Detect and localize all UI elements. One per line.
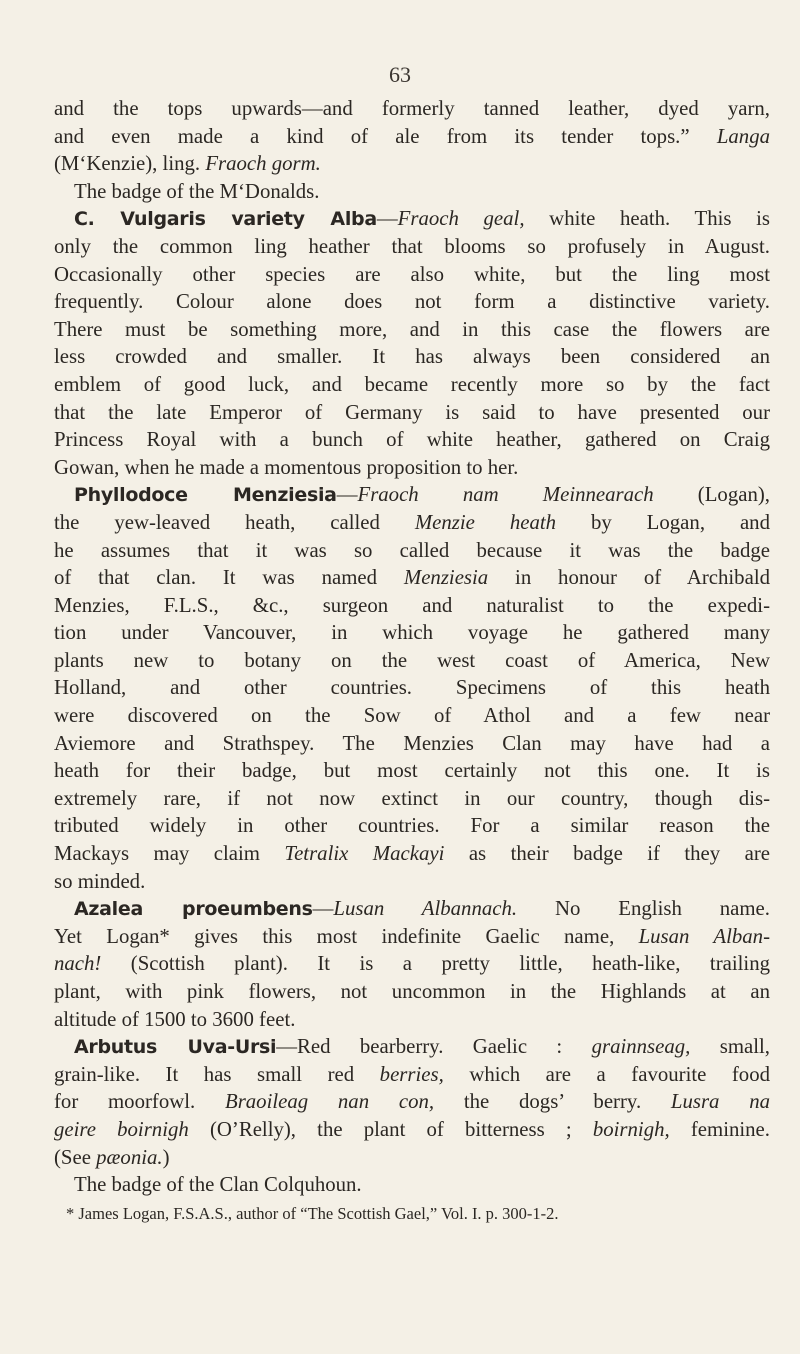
text-line	[54, 1033, 770, 1061]
text-segment: the yew-leaved heath, called	[54, 510, 415, 534]
text-segment: plants new to botany on the west coast of America, New	[54, 648, 770, 672]
text-segment: Holland, and other countries. Specimens of this heath	[54, 676, 770, 700]
text-segment: altitude of 1500 to 3600 feet.	[54, 1007, 296, 1031]
italic-text: berries,	[379, 1062, 444, 1086]
text-segment: Yet Logan* gives this most indefinite Gaelic name,	[54, 924, 639, 948]
text-line	[54, 564, 770, 592]
text-segment: heath for their badge, but most certainly not this one. It is	[54, 759, 770, 783]
text-segment: were discovered on the Sow of Athol and a few near	[54, 704, 770, 728]
text-line	[54, 840, 770, 868]
text-segment: There must be something more, and in this case the flowers are	[54, 317, 770, 341]
text-line	[54, 454, 770, 482]
italic-text: Lusra na	[670, 1090, 770, 1114]
text-segment: —	[336, 483, 358, 507]
text-segment: Gowan, when he made a momentous proposition to her.	[54, 455, 519, 479]
text-line	[54, 316, 770, 344]
text-segment: —Red bearberry. Gaelic :	[276, 1035, 592, 1059]
text-segment: frequently. Colour alone does not form a distinctive variety.	[54, 290, 770, 314]
text-line	[54, 205, 770, 233]
text-segment: small,	[690, 1035, 770, 1059]
text-segment: in honour of Archibald	[488, 566, 770, 590]
text-segment: which are a favourite food	[443, 1062, 770, 1086]
text-line	[54, 730, 770, 758]
text-line	[54, 95, 770, 123]
body-text	[54, 95, 770, 1227]
entry-heading: Azalea proeumbens	[74, 898, 313, 921]
italic-text: Lusan Alban-	[638, 924, 770, 948]
text-segment: * James Logan, F.S.A.S., author of “The Scottish Gael,” Vol. I. p. 300-1-2.	[66, 1203, 559, 1223]
text-segment: plant, with pink flowers, not uncommon in the Highlands at an	[54, 980, 770, 1003]
text-line	[54, 509, 770, 537]
text-line	[54, 288, 770, 316]
italic-text: Menzie heath	[414, 510, 557, 534]
text-segment: for moorfowl.	[54, 1090, 225, 1114]
text-segment: tributed widely in other countries. For a similar reason the	[54, 814, 770, 838]
text-segment: of that clan. It was named	[54, 566, 404, 590]
text-line	[54, 481, 770, 509]
italic-text: nach!	[54, 952, 102, 976]
text-line	[54, 371, 770, 399]
text-segment: feminine.	[669, 1117, 770, 1141]
text-line	[54, 923, 770, 951]
italic-text: Fraoch geal,	[397, 207, 525, 231]
entry-heading: C. Vulgaris variety Alba	[74, 208, 377, 231]
text-line	[54, 812, 770, 840]
text-segment: less crowded and smaller. It has always been considered an	[54, 345, 770, 369]
text-segment: he assumes that it was so called because it was the badge	[54, 538, 770, 562]
text-segment: )	[162, 1145, 170, 1169]
entry-heading: Arbutus Uva-Ursi	[74, 1036, 277, 1059]
italic-text: boirnigh,	[592, 1117, 670, 1141]
text-segment: No English name.	[517, 897, 770, 921]
text-segment: the dogs’ berry.	[434, 1090, 671, 1114]
text-segment: grain-like. It has small red	[54, 1062, 380, 1086]
text-segment: Aviemore and Strathspey. The Menzies Clan may have had a	[54, 731, 770, 755]
text-line	[54, 426, 770, 454]
text-segment: white heath. This is	[524, 207, 770, 231]
italic-text: Tetralix Mackayi	[284, 842, 445, 866]
text-segment: —	[312, 897, 334, 921]
italic-text: Fraoch gorm.	[205, 152, 321, 176]
text-segment: Menzies, F.L.S., &c., surgeon and naturalist to the expedi-	[54, 593, 770, 617]
text-segment: (O’Relly), the plant of bitterness ;	[188, 1117, 593, 1141]
text-line	[54, 178, 770, 206]
text-line	[54, 950, 770, 978]
text-line	[54, 233, 770, 261]
text-segment: extremely rare, if not now extinct in our country, though dis-	[54, 786, 770, 810]
text-line	[54, 785, 770, 813]
text-line	[54, 757, 770, 785]
text-segment: by Logan, and	[556, 510, 770, 534]
text-segment: (Scottish plant). It is a pretty little, heath-like, trailing	[101, 952, 770, 976]
text-line	[54, 647, 770, 675]
text-line	[54, 343, 770, 371]
italic-text: Menziesia	[403, 566, 489, 590]
text-line	[54, 1006, 770, 1034]
text-segment: only the common ling heather that blooms so profusely in August.	[54, 234, 770, 258]
text-line	[54, 1116, 770, 1144]
text-segment: tion under Vancouver, in which voyage he gathered many	[54, 621, 770, 645]
text-line	[54, 123, 770, 151]
text-line	[54, 619, 770, 647]
text-line	[54, 261, 770, 289]
text-segment: that the late Emperor of Germany is said to have presented our	[54, 400, 770, 424]
text-segment: Princess Royal with a bunch of white heather, gathered on Craig	[54, 428, 770, 452]
text-line	[54, 1171, 770, 1199]
italic-text: grainnseag,	[591, 1035, 691, 1059]
text-segment: Mackays may claim	[54, 842, 285, 866]
text-segment: —	[376, 207, 398, 231]
text-segment: emblem of good luck, and became recently more so by the fact	[54, 372, 770, 396]
text-segment: Occasionally other species are also white, but the ling most	[54, 262, 770, 286]
text-line	[54, 592, 770, 620]
italic-text: Fraoch nam Meinnearach	[357, 483, 654, 507]
text-segment: The badge of the M‘Donalds.	[74, 179, 320, 203]
text-segment: (See	[54, 1145, 97, 1169]
text-line	[54, 1061, 770, 1089]
page-number: 63	[389, 62, 411, 87]
text-line	[54, 1088, 770, 1116]
text-segment: as their badge if they are	[444, 842, 770, 866]
text-line	[54, 868, 770, 896]
text-line	[54, 674, 770, 702]
text-segment: and the tops upwards—and formerly tanned leather, dyed yarn,	[54, 97, 770, 120]
text-line	[54, 978, 770, 1006]
text-line	[54, 537, 770, 565]
text-segment: so minded.	[54, 869, 146, 893]
italic-text: Braoileag nan con,	[224, 1090, 435, 1114]
text-line	[54, 1144, 770, 1172]
footnote	[54, 1200, 770, 1228]
italic-text: pæonia.	[96, 1145, 163, 1169]
text-segment: and even made a kind of ale from its tender tops.”	[54, 124, 717, 148]
italic-text: Lusan Albannach.	[333, 897, 518, 921]
text-segment: (M‘Kenzie), ling.	[54, 152, 206, 176]
text-line	[54, 399, 770, 427]
text-line	[54, 150, 770, 178]
text-segment: The badge of the Clan Colquhoun.	[74, 1173, 362, 1197]
italic-text: Langa	[716, 124, 770, 148]
text-line	[54, 895, 770, 923]
text-segment: (Logan),	[653, 483, 770, 507]
entry-heading: Phyllodoce Menziesia	[74, 484, 337, 507]
text-line	[54, 702, 770, 730]
italic-text: geire boirnigh	[54, 1117, 189, 1141]
